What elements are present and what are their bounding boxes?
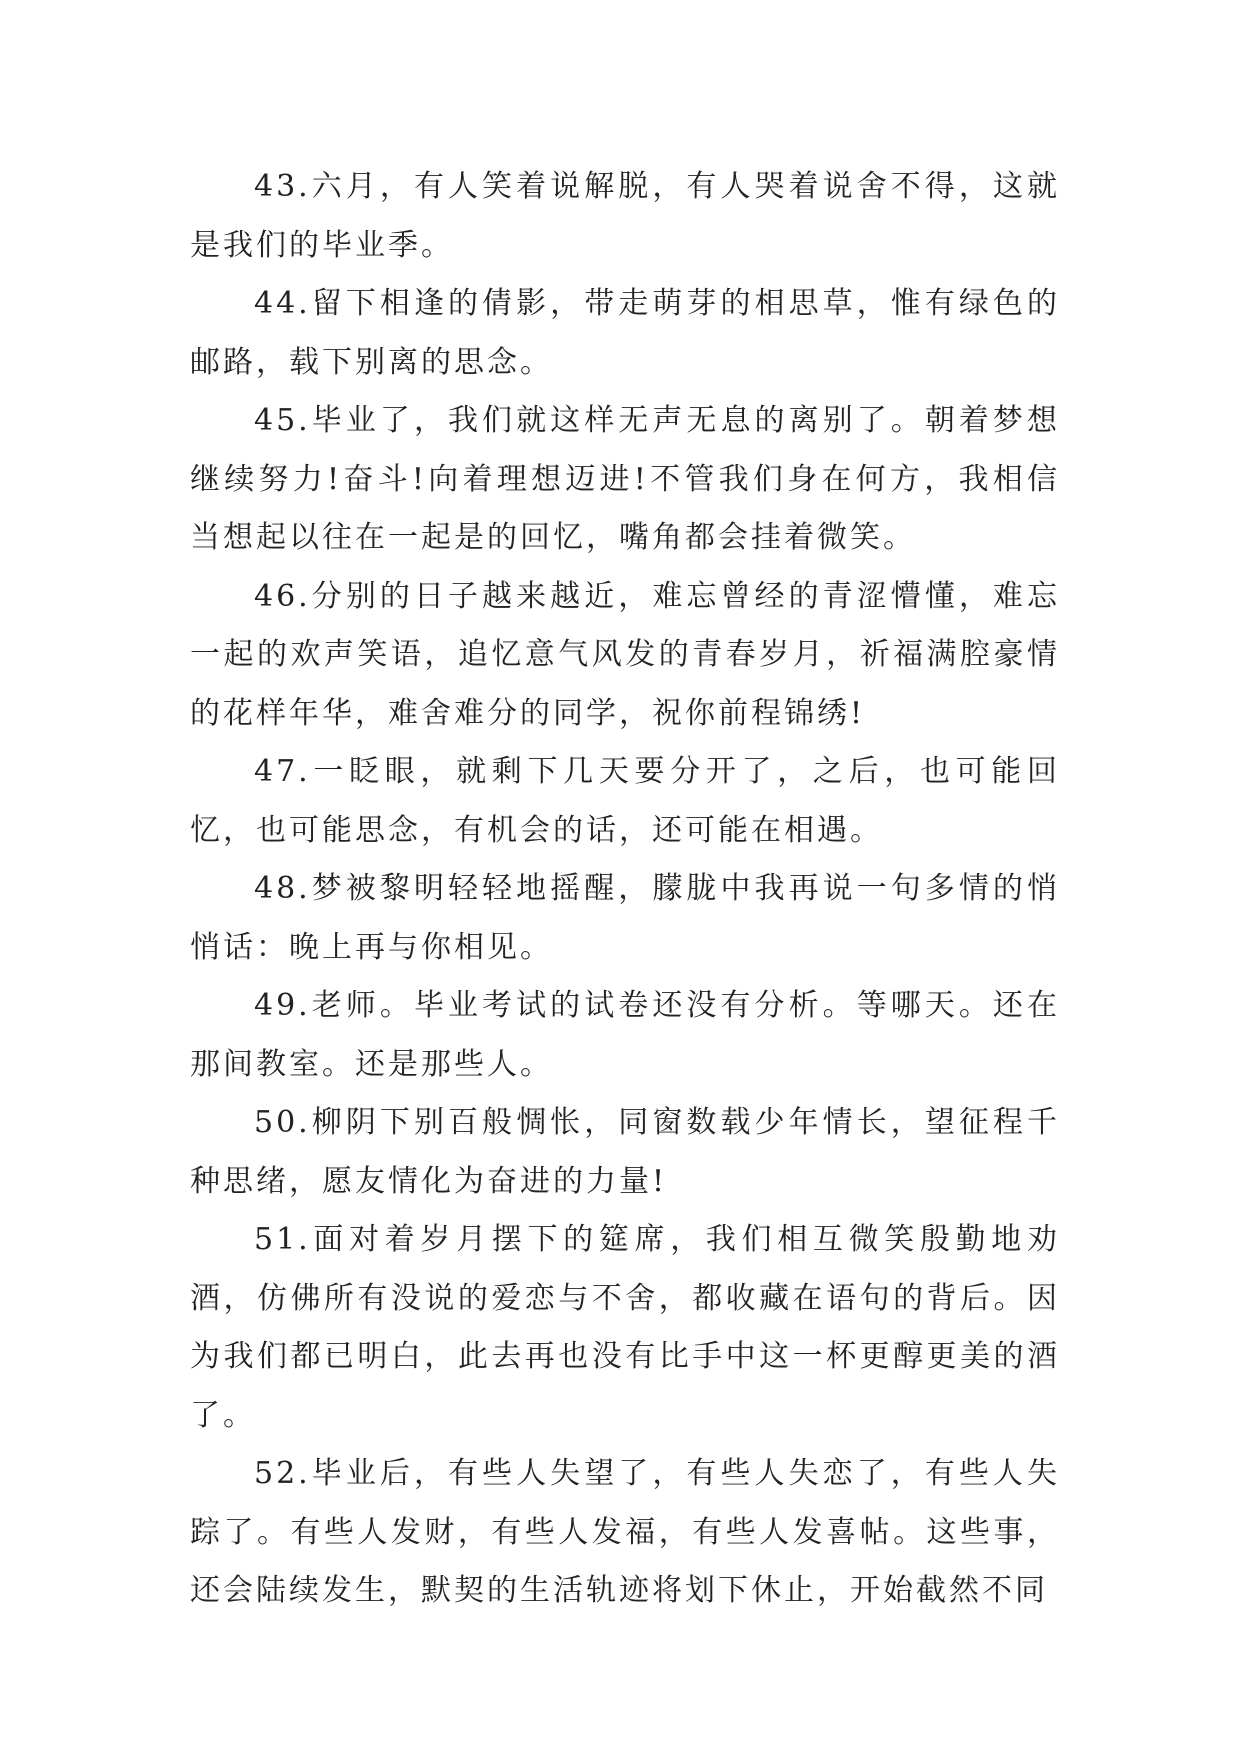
paragraph-43: 43.六月，有人笑着说解脱，有人哭着说舍不得，这就是我们的毕业季。 xyxy=(190,169,1060,263)
paragraph-51: 51.面对着岁月摆下的筵席，我们相互微笑殷勤地劝酒，仿佛所有没说的爱恋与不舍，都收藏在语句的背后。因为我们都已明白，此去再也没有比手中这一杯更醇更美的酒了。 xyxy=(190,1222,1060,1433)
paragraph-52: 52.毕业后，有些人失望了，有些人失恋了，有些人失踪了。有些人发财，有些人发福，有些人发喜帖。这些事，还会陆续发生，默契的生活轨迹将划下休止，开始截然不同 xyxy=(190,1456,1060,1608)
paragraph-48: 48.梦被黎明轻轻地摇醒，朦胧中我再说一句多情的悄悄话：晚上再与你相见。 xyxy=(190,871,1060,965)
paragraph-47: 47.一眨眼，就剩下几天要分开了，之后，也可能回忆，也可能思念，有机会的话，还可能在相遇。 xyxy=(190,754,1060,848)
paragraph-49: 49.老师。毕业考试的试卷还没有分析。等哪天。还在那间教室。还是那些人。 xyxy=(190,988,1060,1082)
paragraph-50: 50.柳阴下别百般惆怅，同窗数载少年情长，望征程千种思绪，愿友情化为奋进的力量! xyxy=(190,1105,1060,1199)
paragraph-44: 44.留下相逢的倩影，带走萌芽的相思草，惟有绿色的邮路，载下别离的思念。 xyxy=(190,286,1060,380)
paragraph-46: 46.分别的日子越来越近，难忘曾经的青涩懵懂，难忘一起的欢声笑语，追忆意气风发的青春岁月，祈福满腔豪情的花样年华，难舍难分的同学，祝你前程锦绣! xyxy=(190,578,1060,731)
paragraph-45: 45.毕业了，我们就这样无声无息的离别了。朝着梦想继续努力!奋斗!向着理想迈进!不管我们身在何方，我相信当想起以往在一起是的回忆，嘴角都会挂着微笑。 xyxy=(190,403,1060,555)
document-body xyxy=(190,158,1060,1621)
